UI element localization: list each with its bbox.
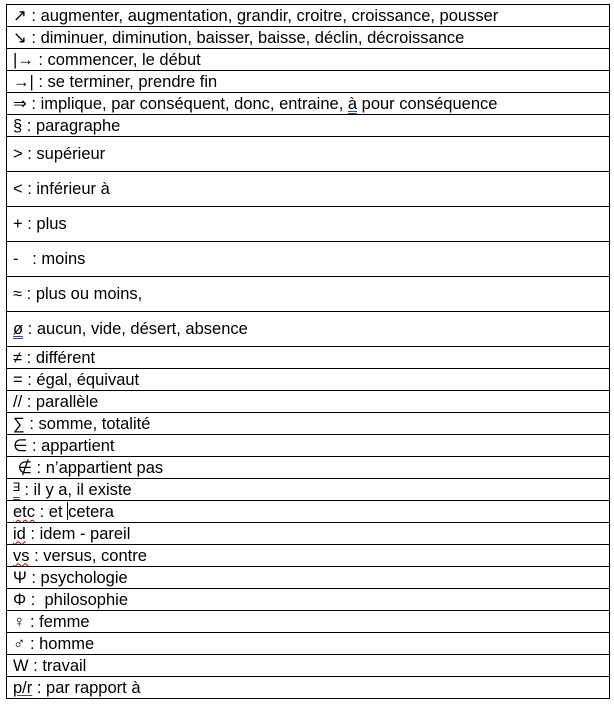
row-text: : parallèle <box>22 392 99 411</box>
minus-icon: - <box>13 250 19 268</box>
table-cell[interactable] <box>7 391 610 413</box>
document-page <box>6 4 610 699</box>
row-text: : femme <box>25 612 90 631</box>
table-row <box>7 115 610 137</box>
plus-icon: + <box>13 215 23 233</box>
table-cell[interactable] <box>7 207 610 242</box>
equal-icon: = <box>13 370 23 389</box>
table-row <box>7 242 610 277</box>
abbreviation-pr: p/r <box>13 678 33 697</box>
table-row <box>7 347 610 369</box>
abbreviation-etc: etc <box>13 503 36 521</box>
table-row <box>7 501 610 523</box>
table-cell[interactable] <box>7 242 610 277</box>
table-row <box>7 369 610 391</box>
row-text: : différent <box>22 348 96 367</box>
row-text: : commencer, le début <box>33 50 201 69</box>
table-cell[interactable] <box>7 479 610 501</box>
abbreviation-table <box>6 4 610 699</box>
table-cell[interactable] <box>7 501 610 523</box>
sum-icon: ∑ <box>13 414 25 433</box>
arrow-up-right-icon: ↗ <box>13 6 27 25</box>
table-cell[interactable] <box>7 137 610 172</box>
row-text-continued: pour conséquence <box>357 94 498 113</box>
end-arrow-icon: →| <box>13 72 34 91</box>
table-row <box>7 435 610 457</box>
table-cell[interactable] <box>7 71 610 93</box>
table-row <box>7 677 610 699</box>
table-cell[interactable] <box>7 115 610 137</box>
psi-icon: Ψ <box>13 568 27 587</box>
table-cell[interactable] <box>7 413 610 435</box>
row-text: : augmenter, augmentation, grandir, croitre, croissance, pousser <box>26 6 499 25</box>
row-text: : plus ou moins, <box>22 285 143 303</box>
row-text: : égal, équivaut <box>22 370 140 389</box>
table-cell[interactable] <box>7 347 610 369</box>
male-sign-icon: ♂ <box>13 634 26 653</box>
table-row <box>7 457 610 479</box>
table-row <box>7 589 610 611</box>
row-text: : et <box>35 503 68 521</box>
table-row <box>7 137 610 172</box>
table-cell[interactable] <box>7 655 610 677</box>
row-text: : homme <box>25 634 95 653</box>
implies-arrow-icon: ⇒ <box>13 94 27 113</box>
row-text: : inférieur à <box>22 180 110 198</box>
row-text: : travail <box>28 656 87 675</box>
table-row <box>7 49 610 71</box>
table-row <box>7 312 610 347</box>
table-cell[interactable] <box>7 277 610 312</box>
section-sign-icon: § <box>13 116 23 135</box>
parallel-icon: // <box>13 392 23 411</box>
row-text: : philosophie <box>26 590 128 609</box>
table-cell[interactable] <box>7 172 610 207</box>
row-text: : moins <box>18 250 86 268</box>
table-row <box>7 479 610 501</box>
empty-set-icon: ø <box>13 320 24 338</box>
row-text: : plus <box>22 215 67 233</box>
table-cell[interactable] <box>7 611 610 633</box>
table-cell[interactable] <box>7 369 610 391</box>
abbreviation-vs: vs <box>13 546 30 565</box>
work-symbol: W <box>13 656 29 675</box>
not-element-of-icon: ∉ <box>17 458 32 477</box>
table-row <box>7 413 610 435</box>
less-than-icon: < <box>13 180 23 198</box>
table-row <box>7 5 610 27</box>
not-equal-icon: ≠ <box>13 348 23 367</box>
table-cell[interactable] <box>7 677 610 699</box>
table-row <box>7 655 610 677</box>
table-row <box>7 207 610 242</box>
table-row <box>7 611 610 633</box>
abbreviation-id: id <box>13 524 26 543</box>
row-text: : diminuer, diminution, baisser, baisse, déclin, décroissance <box>26 28 465 47</box>
table-row <box>7 93 610 115</box>
table-cell[interactable] <box>7 49 610 71</box>
row-text: : par rapport à <box>32 678 141 697</box>
row-text: : il y a, il existe <box>19 480 132 499</box>
grammar-flagged-word: à <box>347 94 358 113</box>
table-row <box>7 277 610 312</box>
row-text: : aucun, vide, désert, absence <box>23 320 248 338</box>
table-row <box>7 523 610 545</box>
row-text: : idem - pareil <box>25 524 131 543</box>
table-cell[interactable] <box>7 312 610 347</box>
row-text: : se terminer, prendre fin <box>33 72 218 91</box>
exists-icon: ᴲ <box>13 480 20 499</box>
arrow-down-right-icon: ↘ <box>13 28 27 47</box>
approx-icon: ≈ <box>13 285 23 303</box>
table-row <box>7 391 610 413</box>
table-row <box>7 71 610 93</box>
row-text: : psychologie <box>26 568 128 587</box>
table-cell[interactable] <box>7 93 610 115</box>
table-cell[interactable] <box>7 457 610 479</box>
row-text: : supérieur <box>22 145 106 163</box>
table-cell[interactable] <box>7 589 610 611</box>
table-cell[interactable] <box>7 633 610 655</box>
row-text: : somme, totalité <box>24 414 151 433</box>
row-text: : appartient <box>27 436 115 455</box>
row-text: : paragraphe <box>22 116 121 135</box>
table-cell[interactable] <box>7 27 610 49</box>
start-arrow-icon: |→ <box>13 50 34 69</box>
table-row <box>7 633 610 655</box>
element-of-icon: ∈ <box>13 436 28 455</box>
female-sign-icon: ♀ <box>13 612 26 631</box>
table-cell[interactable] <box>7 567 610 589</box>
table-row <box>7 567 610 589</box>
table-cell[interactable] <box>7 523 610 545</box>
table-row <box>7 545 610 567</box>
row-text-continued: cetera <box>68 503 114 521</box>
row-text: : n’appartient pas <box>31 458 164 477</box>
row-text: : implique, par conséquent, donc, entraine, <box>26 94 348 113</box>
phi-icon: Φ <box>13 590 27 609</box>
table-row <box>7 27 610 49</box>
greater-than-icon: > <box>13 145 23 163</box>
table-row <box>7 172 610 207</box>
row-text: : versus, contre <box>29 546 147 565</box>
table-cell[interactable] <box>7 545 610 567</box>
table-cell[interactable] <box>7 5 610 27</box>
table-cell[interactable] <box>7 435 610 457</box>
